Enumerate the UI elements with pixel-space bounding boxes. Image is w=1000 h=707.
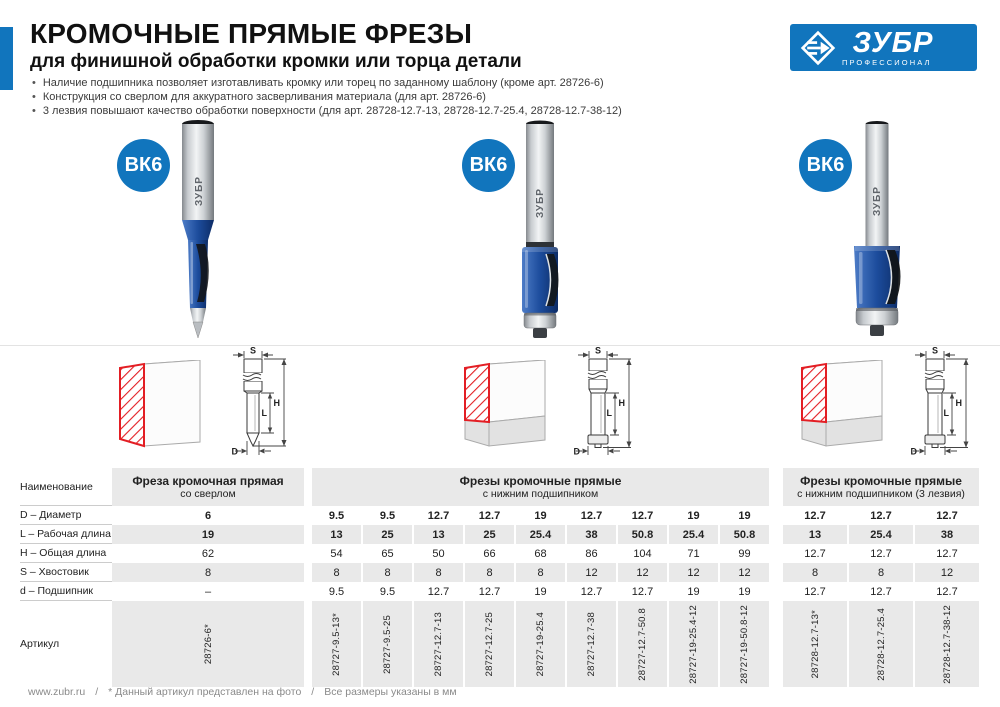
value-cell: 19 [720, 582, 769, 601]
dim-label-d: D [573, 446, 580, 457]
group-gap [769, 563, 783, 582]
value-cell: 25 [363, 525, 412, 544]
value-cell: 9.5 [363, 506, 412, 525]
value-cell: 66 [465, 544, 514, 563]
article-cell [618, 601, 667, 687]
article-cell [669, 601, 718, 687]
flush-trim-bit-photo [505, 116, 575, 344]
value-cell: 12.7 [618, 506, 667, 525]
carbide-badge: ВК6 [462, 139, 515, 192]
value-cell: 12.7 [783, 544, 847, 563]
group-gap [304, 544, 312, 563]
article-number: 28726-6* [202, 623, 214, 665]
value-cell: 13 [414, 525, 463, 544]
zubr-logo [790, 24, 977, 71]
group-title: Фрезы кромочные прямые [800, 474, 962, 488]
logo-brand: ЗУБР [852, 26, 934, 59]
footer-separator: / [311, 686, 315, 698]
value-cell: 54 [312, 544, 361, 563]
article-number: 28727-12.7-13 [433, 611, 444, 677]
spec-row-bearing [20, 582, 980, 601]
bullet-icon: • [32, 91, 36, 103]
workpiece-edge-drawing [782, 360, 887, 452]
spec-row-h [20, 544, 980, 563]
dim-label-s: S [594, 347, 602, 356]
shank-brand-text: ЗУБР [535, 188, 546, 218]
dim-label-h: H [618, 398, 625, 408]
value-cell: 50.8 [720, 525, 769, 544]
value-cell: 25.4 [516, 525, 565, 544]
article-number: 28727-19-50.8-12 [739, 604, 750, 684]
row-label-l: L – Рабочая длина [20, 525, 112, 544]
value-cell: 12.7 [567, 506, 616, 525]
bullet-icon: • [32, 77, 36, 89]
dim-label-l: L [606, 408, 612, 418]
footer-note-photo: * Данный артикул представлен на фото [108, 686, 302, 698]
dim-label-l: L [943, 408, 949, 418]
value-cell: 19 [112, 525, 304, 544]
group-subtitle: со сверлом [180, 488, 236, 500]
feature-text: Конструкция со сверлом для аккуратного засверливания материала (для арт. 28726-6) [42, 91, 486, 103]
title-accent-bar [0, 27, 13, 90]
value-cell: 12 [720, 563, 769, 582]
row-label-bearing: d – Подшипник [20, 582, 112, 601]
carbide-badge: ВК6 [117, 139, 170, 192]
spec-row-article [20, 601, 980, 687]
footer-separator: / [95, 686, 99, 698]
article-cell [414, 601, 463, 687]
group-gap [304, 506, 312, 525]
value-cell: 9.5 [312, 582, 361, 601]
value-cell: 12.7 [465, 582, 514, 601]
article-cell [312, 601, 361, 687]
value-cell: 12.7 [414, 582, 463, 601]
value-cell: 8 [849, 563, 913, 582]
flush-trim-bit-3flute-photo [842, 116, 912, 348]
value-cell: 12.7 [915, 544, 979, 563]
group-gap [769, 525, 783, 544]
value-cell: 12.7 [783, 582, 847, 601]
article-cell [465, 601, 514, 687]
workpiece-edge-drawing [445, 360, 550, 452]
dimension-diagram-drill [208, 347, 290, 461]
group-subtitle: с нижним подшипником (3 лезвия) [797, 488, 965, 500]
carbide-badge: ВК6 [799, 139, 852, 192]
shank-brand-text: ЗУБР [194, 176, 205, 206]
group-subtitle: с нижним подшипником [482, 488, 599, 500]
logo-tagline: ПРОФЕССИОНАЛ [842, 57, 932, 67]
row-label-name: Наименование [20, 468, 112, 506]
value-cell: 71 [669, 544, 718, 563]
group-gap [304, 525, 312, 544]
article-cell [849, 601, 913, 687]
feature-item [32, 77, 622, 91]
value-cell: 12.7 [849, 582, 913, 601]
article-number: 28727-12.7-38 [586, 611, 597, 677]
value-cell: 13 [312, 525, 361, 544]
value-cell: – [112, 582, 304, 601]
dim-label-l: L [261, 408, 267, 418]
dim-label-d: D [910, 446, 917, 457]
group-gap [769, 582, 783, 601]
feature-text: Наличие подшипника позволяет изготавливать кромку или торец по заданному шаблону (кроме арт. 28726-6) [42, 77, 604, 89]
dim-label-h: H [273, 398, 280, 408]
row-label-article: Артикул [20, 638, 60, 650]
value-cell: 8 [783, 563, 847, 582]
article-cell [516, 601, 565, 687]
article-number: 28728-12.7-38-12 [941, 604, 953, 684]
value-cell: 12.7 [618, 582, 667, 601]
row-label-d: D – Диаметр [20, 506, 112, 525]
value-cell: 13 [783, 525, 847, 544]
footer-note-mm: Все размеры указаны в мм [324, 686, 457, 698]
group-gap [304, 582, 312, 601]
dimension-diagram-bearing [890, 347, 972, 461]
dimension-diagram-bearing [553, 347, 635, 461]
value-cell: 104 [618, 544, 667, 563]
value-cell: 12.7 [567, 582, 616, 601]
group-header [312, 468, 769, 506]
logo-text [842, 26, 934, 67]
bullet-icon: • [32, 105, 36, 117]
group-gap [304, 601, 312, 687]
article-number: 28728-12.7-13* [809, 609, 821, 679]
section-divider [0, 345, 1000, 346]
article-cell [720, 601, 769, 687]
value-cell: 62 [112, 544, 304, 563]
feature-text: 3 лезвия повышают качество обработки поверхности (для арт. 28728-12.7-13, 28728-12.7-25.4, 28728-12.7-38-12) [42, 105, 622, 117]
dim-label-d: D [231, 446, 238, 457]
value-cell: 86 [567, 544, 616, 563]
value-cell: 19 [516, 582, 565, 601]
value-cell: 12 [915, 563, 979, 582]
article-number: 28727-12.7-25 [484, 611, 495, 677]
article-number: 28727-9.5-25 [382, 614, 393, 674]
value-cell: 19 [669, 582, 718, 601]
group-gap [769, 506, 783, 525]
article-cell [363, 601, 412, 687]
value-cell: 25 [465, 525, 514, 544]
spec-row-d [20, 506, 980, 525]
router-bit-with-drill-photo [163, 116, 233, 344]
zubr-logo-icon [800, 30, 836, 66]
value-cell: 50.8 [618, 525, 667, 544]
feature-item [32, 91, 622, 105]
spec-row-s [20, 563, 980, 582]
group-title: Фреза кромочная прямая [132, 474, 284, 488]
feature-list [32, 77, 622, 119]
group-gap [304, 468, 312, 506]
article-number: 28727-12.7-50.8 [637, 607, 648, 681]
group-gap [769, 601, 783, 687]
value-cell: 25.4 [849, 525, 913, 544]
value-cell: 8 [363, 563, 412, 582]
value-cell: 99 [720, 544, 769, 563]
dim-label-s: S [931, 347, 939, 356]
group-header [112, 468, 304, 506]
value-cell: 12.7 [783, 506, 847, 525]
article-cell [915, 601, 979, 687]
value-cell: 12 [567, 563, 616, 582]
value-cell: 19 [720, 506, 769, 525]
value-cell: 12.7 [849, 544, 913, 563]
dim-label-s: S [249, 347, 257, 356]
article-number: 28728-12.7-25.4 [875, 607, 887, 681]
value-cell: 12.7 [465, 506, 514, 525]
article-cell [783, 601, 847, 687]
value-cell: 12.7 [915, 582, 979, 601]
value-cell: 38 [915, 525, 979, 544]
value-cell: 8 [465, 563, 514, 582]
group-header [783, 468, 979, 506]
page-subtitle: для финишной обработки кромки или торца детали [30, 51, 522, 72]
article-number: 28727-19-25.4-12 [688, 604, 699, 684]
dim-label-h: H [955, 398, 962, 408]
row-label-h: H – Общая длина [20, 544, 112, 563]
value-cell: 8 [414, 563, 463, 582]
value-cell: 8 [516, 563, 565, 582]
value-cell: 12.7 [414, 506, 463, 525]
spec-row-l [20, 525, 980, 544]
value-cell: 12 [618, 563, 667, 582]
group-title: Фрезы кромочные прямые [459, 474, 622, 488]
group-gap [769, 544, 783, 563]
spec-row-name [20, 468, 980, 506]
shank-brand-text: ЗУБР [872, 186, 883, 216]
value-cell: 12.7 [915, 506, 979, 525]
article-number: 28727-19-25.4 [535, 611, 546, 677]
page-title: КРОМОЧНЫЕ ПРЯМЫЕ ФРЕЗЫ [30, 18, 473, 49]
group-gap [769, 468, 783, 506]
value-cell: 50 [414, 544, 463, 563]
page-footer [28, 686, 457, 698]
value-cell: 38 [567, 525, 616, 544]
value-cell: 9.5 [363, 582, 412, 601]
value-cell: 9.5 [312, 506, 361, 525]
value-cell: 12 [669, 563, 718, 582]
value-cell: 6 [112, 506, 304, 525]
workpiece-section-drawing [100, 360, 205, 452]
article-cell [567, 601, 616, 687]
article-number: 28727-9.5-13* [331, 612, 342, 676]
value-cell: 19 [669, 506, 718, 525]
value-cell: 25.4 [669, 525, 718, 544]
value-cell: 8 [112, 563, 304, 582]
value-cell: 68 [516, 544, 565, 563]
spec-table [20, 468, 980, 687]
value-cell: 65 [363, 544, 412, 563]
value-cell: 12.7 [849, 506, 913, 525]
value-cell: 19 [516, 506, 565, 525]
site-url: www.zubr.ru [28, 686, 86, 698]
group-gap [304, 563, 312, 582]
value-cell: 8 [312, 563, 361, 582]
row-label-s: S – Хвостовик [20, 563, 112, 582]
article-cell [112, 601, 304, 687]
